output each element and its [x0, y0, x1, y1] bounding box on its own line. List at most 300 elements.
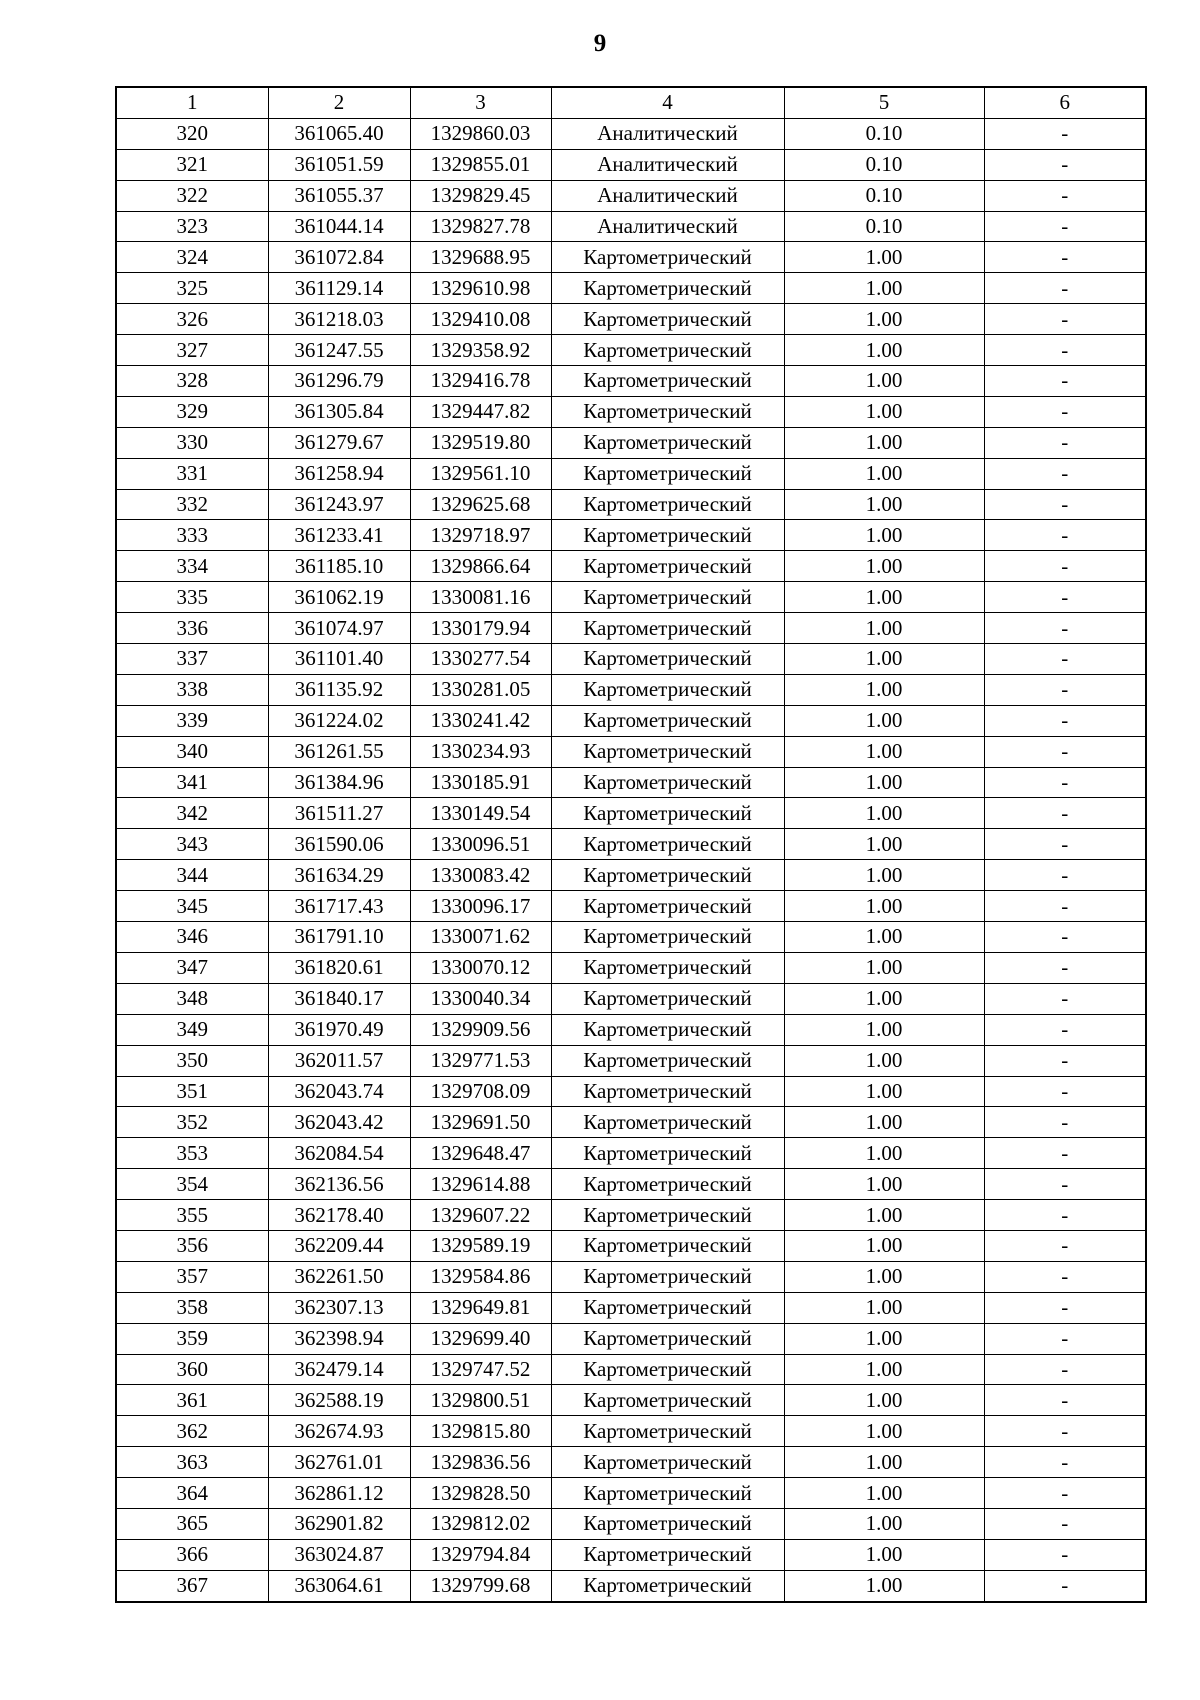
y-coordinate-cell: 1330081.16 [410, 582, 551, 613]
point-number-cell: 341 [116, 767, 268, 798]
note-cell: - [984, 1292, 1146, 1323]
method-cell: Картометрический [551, 582, 784, 613]
table-row [116, 1508, 1146, 1539]
x-coordinate-cell: 361062.19 [268, 582, 410, 613]
x-coordinate-cell: 361970.49 [268, 1014, 410, 1045]
point-number-cell: 344 [116, 860, 268, 891]
y-coordinate-cell: 1330149.54 [410, 798, 551, 829]
accuracy-cell: 1.00 [784, 1354, 984, 1385]
point-number-cell: 353 [116, 1138, 268, 1169]
accuracy-cell: 1.00 [784, 335, 984, 366]
table-row [116, 489, 1146, 520]
y-coordinate-cell: 1329519.80 [410, 427, 551, 458]
point-number-cell: 328 [116, 366, 268, 397]
method-cell: Картометрический [551, 767, 784, 798]
x-coordinate-cell: 361065.40 [268, 118, 410, 149]
y-coordinate-cell: 1329828.50 [410, 1478, 551, 1509]
table-header [116, 87, 1146, 118]
point-number-cell: 352 [116, 1107, 268, 1138]
note-cell: - [984, 1076, 1146, 1107]
point-number-cell: 358 [116, 1292, 268, 1323]
note-cell: - [984, 427, 1146, 458]
x-coordinate-cell: 361840.17 [268, 983, 410, 1014]
accuracy-cell: 1.00 [784, 1508, 984, 1539]
accuracy-cell: 1.00 [784, 922, 984, 953]
point-number-cell: 339 [116, 705, 268, 736]
table-row [116, 1261, 1146, 1292]
note-cell: - [984, 1447, 1146, 1478]
y-coordinate-cell: 1329584.86 [410, 1261, 551, 1292]
table-body [116, 118, 1146, 1601]
table-row [116, 118, 1146, 149]
accuracy-cell: 1.00 [784, 1478, 984, 1509]
method-cell: Картометрический [551, 335, 784, 366]
y-coordinate-cell: 1329836.56 [410, 1447, 551, 1478]
y-coordinate-cell: 1329358.92 [410, 335, 551, 366]
method-cell: Картометрический [551, 674, 784, 705]
method-cell: Картометрический [551, 1200, 784, 1231]
y-coordinate-cell: 1329860.03 [410, 118, 551, 149]
y-coordinate-cell: 1329625.68 [410, 489, 551, 520]
accuracy-cell: 1.00 [784, 242, 984, 273]
x-coordinate-cell: 362084.54 [268, 1138, 410, 1169]
point-number-cell: 345 [116, 891, 268, 922]
note-cell: - [984, 1230, 1146, 1261]
x-coordinate-cell: 362178.40 [268, 1200, 410, 1231]
table-row [116, 674, 1146, 705]
table-row [116, 1076, 1146, 1107]
y-coordinate-cell: 1330096.51 [410, 829, 551, 860]
method-cell: Картометрический [551, 273, 784, 304]
method-cell: Картометрический [551, 1508, 784, 1539]
table-row [116, 1107, 1146, 1138]
x-coordinate-cell: 361791.10 [268, 922, 410, 953]
y-coordinate-cell: 1329691.50 [410, 1107, 551, 1138]
y-coordinate-cell: 1330083.42 [410, 860, 551, 891]
y-coordinate-cell: 1329416.78 [410, 366, 551, 397]
x-coordinate-cell: 361044.14 [268, 211, 410, 242]
point-number-cell: 326 [116, 304, 268, 335]
note-cell: - [984, 1385, 1146, 1416]
y-coordinate-cell: 1329800.51 [410, 1385, 551, 1416]
x-coordinate-cell: 361511.27 [268, 798, 410, 829]
x-coordinate-cell: 361279.67 [268, 427, 410, 458]
accuracy-cell: 1.00 [784, 952, 984, 983]
accuracy-cell: 0.10 [784, 118, 984, 149]
x-coordinate-cell: 362861.12 [268, 1478, 410, 1509]
x-coordinate-cell: 362398.94 [268, 1323, 410, 1354]
accuracy-cell: 1.00 [784, 1138, 984, 1169]
x-coordinate-cell: 362136.56 [268, 1169, 410, 1200]
method-cell: Картометрический [551, 860, 784, 891]
y-coordinate-cell: 1330070.12 [410, 952, 551, 983]
accuracy-cell: 1.00 [784, 860, 984, 891]
x-coordinate-cell: 361218.03 [268, 304, 410, 335]
point-number-cell: 335 [116, 582, 268, 613]
point-number-cell: 367 [116, 1570, 268, 1601]
y-coordinate-cell: 1329794.84 [410, 1539, 551, 1570]
table-row [116, 983, 1146, 1014]
point-number-cell: 329 [116, 396, 268, 427]
method-cell: Картометрический [551, 983, 784, 1014]
method-cell: Картометрический [551, 1014, 784, 1045]
x-coordinate-cell: 362479.14 [268, 1354, 410, 1385]
accuracy-cell: 1.00 [784, 520, 984, 551]
y-coordinate-cell: 1329827.78 [410, 211, 551, 242]
accuracy-cell: 1.00 [784, 366, 984, 397]
point-number-cell: 356 [116, 1230, 268, 1261]
y-coordinate-cell: 1330185.91 [410, 767, 551, 798]
method-cell: Картометрический [551, 829, 784, 860]
table-row [116, 335, 1146, 366]
table-row [116, 304, 1146, 335]
x-coordinate-cell: 362011.57 [268, 1045, 410, 1076]
y-coordinate-cell: 1329815.80 [410, 1416, 551, 1447]
note-cell: - [984, 1416, 1146, 1447]
y-coordinate-cell: 1330234.93 [410, 736, 551, 767]
accuracy-cell: 1.00 [784, 1292, 984, 1323]
table-row [116, 1478, 1146, 1509]
note-cell: - [984, 1169, 1146, 1200]
x-coordinate-cell: 362043.42 [268, 1107, 410, 1138]
point-number-cell: 330 [116, 427, 268, 458]
point-number-cell: 325 [116, 273, 268, 304]
table-row [116, 644, 1146, 675]
method-cell: Картометрический [551, 1169, 784, 1200]
column-header: 2 [268, 87, 410, 118]
x-coordinate-cell: 361129.14 [268, 273, 410, 304]
table-row [116, 180, 1146, 211]
table-row [116, 211, 1146, 242]
point-number-cell: 350 [116, 1045, 268, 1076]
method-cell: Картометрический [551, 1323, 784, 1354]
column-header: 4 [551, 87, 784, 118]
accuracy-cell: 1.00 [784, 1230, 984, 1261]
table-row [116, 1045, 1146, 1076]
note-cell: - [984, 1107, 1146, 1138]
method-cell: Картометрический [551, 1045, 784, 1076]
method-cell: Картометрический [551, 891, 784, 922]
accuracy-cell: 1.00 [784, 1261, 984, 1292]
x-coordinate-cell: 361634.29 [268, 860, 410, 891]
accuracy-cell: 1.00 [784, 396, 984, 427]
point-number-cell: 360 [116, 1354, 268, 1385]
column-header: 1 [116, 87, 268, 118]
point-number-cell: 351 [116, 1076, 268, 1107]
x-coordinate-cell: 361717.43 [268, 891, 410, 922]
table-row [116, 1539, 1146, 1570]
table-row [116, 1014, 1146, 1045]
x-coordinate-cell: 361072.84 [268, 242, 410, 273]
method-cell: Картометрический [551, 1292, 784, 1323]
accuracy-cell: 1.00 [784, 1014, 984, 1045]
y-coordinate-cell: 1329771.53 [410, 1045, 551, 1076]
y-coordinate-cell: 1329812.02 [410, 1508, 551, 1539]
y-coordinate-cell: 1329610.98 [410, 273, 551, 304]
table-row [116, 1230, 1146, 1261]
note-cell: - [984, 983, 1146, 1014]
note-cell: - [984, 1138, 1146, 1169]
table-row [116, 273, 1146, 304]
y-coordinate-cell: 1329447.82 [410, 396, 551, 427]
table-row [116, 705, 1146, 736]
x-coordinate-cell: 361820.61 [268, 952, 410, 983]
method-cell: Картометрический [551, 1107, 784, 1138]
column-header: 5 [784, 87, 984, 118]
header-row [116, 87, 1146, 118]
table-row [116, 1200, 1146, 1231]
point-number-cell: 342 [116, 798, 268, 829]
note-cell: - [984, 1323, 1146, 1354]
method-cell: Аналитический [551, 211, 784, 242]
method-cell: Картометрический [551, 613, 784, 644]
note-cell: - [984, 180, 1146, 211]
table-row [116, 1292, 1146, 1323]
note-cell: - [984, 396, 1146, 427]
accuracy-cell: 1.00 [784, 1200, 984, 1231]
note-cell: - [984, 952, 1146, 983]
accuracy-cell: 1.00 [784, 1045, 984, 1076]
x-coordinate-cell: 361384.96 [268, 767, 410, 798]
y-coordinate-cell: 1329699.40 [410, 1323, 551, 1354]
y-coordinate-cell: 1330071.62 [410, 922, 551, 953]
method-cell: Картометрический [551, 1138, 784, 1169]
point-number-cell: 359 [116, 1323, 268, 1354]
x-coordinate-cell: 361101.40 [268, 644, 410, 675]
method-cell: Аналитический [551, 180, 784, 211]
method-cell: Картометрический [551, 520, 784, 551]
point-number-cell: 320 [116, 118, 268, 149]
point-number-cell: 348 [116, 983, 268, 1014]
x-coordinate-cell: 363024.87 [268, 1539, 410, 1570]
method-cell: Аналитический [551, 118, 784, 149]
note-cell: - [984, 520, 1146, 551]
note-cell: - [984, 767, 1146, 798]
note-cell: - [984, 1354, 1146, 1385]
point-number-cell: 322 [116, 180, 268, 211]
note-cell: - [984, 242, 1146, 273]
table-row [116, 1447, 1146, 1478]
table-row [116, 952, 1146, 983]
coordinates-table [115, 86, 1147, 1603]
note-cell: - [984, 1478, 1146, 1509]
point-number-cell: 355 [116, 1200, 268, 1231]
accuracy-cell: 1.00 [784, 273, 984, 304]
method-cell: Картометрический [551, 304, 784, 335]
accuracy-cell: 1.00 [784, 983, 984, 1014]
method-cell: Картометрический [551, 396, 784, 427]
note-cell: - [984, 922, 1146, 953]
point-number-cell: 366 [116, 1539, 268, 1570]
point-number-cell: 337 [116, 644, 268, 675]
point-number-cell: 343 [116, 829, 268, 860]
method-cell: Картометрический [551, 952, 784, 983]
table-row [116, 1169, 1146, 1200]
table-row [116, 1416, 1146, 1447]
accuracy-cell: 1.00 [784, 674, 984, 705]
accuracy-cell: 1.00 [784, 582, 984, 613]
method-cell: Картометрический [551, 551, 784, 582]
table-row [116, 1570, 1146, 1601]
point-number-cell: 333 [116, 520, 268, 551]
accuracy-cell: 1.00 [784, 767, 984, 798]
note-cell: - [984, 149, 1146, 180]
method-cell: Картометрический [551, 1261, 784, 1292]
accuracy-cell: 1.00 [784, 829, 984, 860]
method-cell: Картометрический [551, 1230, 784, 1261]
y-coordinate-cell: 1330277.54 [410, 644, 551, 675]
y-coordinate-cell: 1329410.08 [410, 304, 551, 335]
accuracy-cell: 1.00 [784, 551, 984, 582]
accuracy-cell: 1.00 [784, 1416, 984, 1447]
note-cell: - [984, 798, 1146, 829]
note-cell: - [984, 1570, 1146, 1601]
point-number-cell: 364 [116, 1478, 268, 1509]
y-coordinate-cell: 1329855.01 [410, 149, 551, 180]
method-cell: Картометрический [551, 1539, 784, 1570]
note-cell: - [984, 829, 1146, 860]
method-cell: Картометрический [551, 705, 784, 736]
point-number-cell: 347 [116, 952, 268, 983]
x-coordinate-cell: 361261.55 [268, 736, 410, 767]
column-header: 3 [410, 87, 551, 118]
accuracy-cell: 1.00 [784, 705, 984, 736]
table-row [116, 149, 1146, 180]
point-number-cell: 349 [116, 1014, 268, 1045]
point-number-cell: 362 [116, 1416, 268, 1447]
point-number-cell: 363 [116, 1447, 268, 1478]
note-cell: - [984, 1200, 1146, 1231]
method-cell: Картометрический [551, 1354, 784, 1385]
table-row [116, 242, 1146, 273]
note-cell: - [984, 705, 1146, 736]
point-number-cell: 357 [116, 1261, 268, 1292]
method-cell: Картометрический [551, 1416, 784, 1447]
note-cell: - [984, 736, 1146, 767]
note-cell: - [984, 860, 1146, 891]
x-coordinate-cell: 361224.02 [268, 705, 410, 736]
note-cell: - [984, 458, 1146, 489]
accuracy-cell: 1.00 [784, 1447, 984, 1478]
note-cell: - [984, 366, 1146, 397]
accuracy-cell: 1.00 [784, 891, 984, 922]
point-number-cell: 340 [116, 736, 268, 767]
point-number-cell: 334 [116, 551, 268, 582]
x-coordinate-cell: 361247.55 [268, 335, 410, 366]
y-coordinate-cell: 1329799.68 [410, 1570, 551, 1601]
method-cell: Картометрический [551, 1385, 784, 1416]
note-cell: - [984, 304, 1146, 335]
x-coordinate-cell: 361296.79 [268, 366, 410, 397]
method-cell: Картометрический [551, 489, 784, 520]
method-cell: Картометрический [551, 1076, 784, 1107]
page-number: 9 [593, 30, 607, 57]
note-cell: - [984, 644, 1146, 675]
accuracy-cell: 1.00 [784, 1107, 984, 1138]
x-coordinate-cell: 361135.92 [268, 674, 410, 705]
x-coordinate-cell: 361055.37 [268, 180, 410, 211]
note-cell: - [984, 489, 1146, 520]
accuracy-cell: 0.10 [784, 149, 984, 180]
x-coordinate-cell: 361590.06 [268, 829, 410, 860]
x-coordinate-cell: 361185.10 [268, 551, 410, 582]
x-coordinate-cell: 362043.74 [268, 1076, 410, 1107]
method-cell: Картометрический [551, 427, 784, 458]
note-cell: - [984, 551, 1146, 582]
point-number-cell: 321 [116, 149, 268, 180]
accuracy-cell: 1.00 [784, 458, 984, 489]
note-cell: - [984, 335, 1146, 366]
y-coordinate-cell: 1329561.10 [410, 458, 551, 489]
table-row [116, 1138, 1146, 1169]
x-coordinate-cell: 362901.82 [268, 1508, 410, 1539]
y-coordinate-cell: 1329688.95 [410, 242, 551, 273]
y-coordinate-cell: 1329607.22 [410, 1200, 551, 1231]
method-cell: Картометрический [551, 458, 784, 489]
y-coordinate-cell: 1329909.56 [410, 1014, 551, 1045]
column-header: 6 [984, 87, 1146, 118]
method-cell: Картометрический [551, 798, 784, 829]
table-row [116, 458, 1146, 489]
point-number-cell: 338 [116, 674, 268, 705]
accuracy-cell: 1.00 [784, 644, 984, 675]
point-number-cell: 361 [116, 1385, 268, 1416]
method-cell: Картометрический [551, 644, 784, 675]
x-coordinate-cell: 363064.61 [268, 1570, 410, 1601]
note-cell: - [984, 674, 1146, 705]
note-cell: - [984, 1014, 1146, 1045]
y-coordinate-cell: 1329866.64 [410, 551, 551, 582]
table-row [116, 396, 1146, 427]
table-row [116, 798, 1146, 829]
y-coordinate-cell: 1329829.45 [410, 180, 551, 211]
table-row [116, 582, 1146, 613]
table-row [116, 1323, 1146, 1354]
table-row [116, 767, 1146, 798]
note-cell: - [984, 1045, 1146, 1076]
accuracy-cell: 1.00 [784, 1570, 984, 1601]
note-cell: - [984, 1539, 1146, 1570]
x-coordinate-cell: 361243.97 [268, 489, 410, 520]
table-row [116, 551, 1146, 582]
accuracy-cell: 1.00 [784, 1076, 984, 1107]
accuracy-cell: 1.00 [784, 427, 984, 458]
method-cell: Картометрический [551, 242, 784, 273]
table-row [116, 829, 1146, 860]
x-coordinate-cell: 362761.01 [268, 1447, 410, 1478]
accuracy-cell: 1.00 [784, 1169, 984, 1200]
table-row [116, 520, 1146, 551]
point-number-cell: 336 [116, 613, 268, 644]
x-coordinate-cell: 361051.59 [268, 149, 410, 180]
accuracy-cell: 1.00 [784, 736, 984, 767]
point-number-cell: 331 [116, 458, 268, 489]
table-row [116, 1385, 1146, 1416]
accuracy-cell: 1.00 [784, 613, 984, 644]
table-row [116, 860, 1146, 891]
x-coordinate-cell: 362674.93 [268, 1416, 410, 1447]
method-cell: Картометрический [551, 1447, 784, 1478]
point-number-cell: 327 [116, 335, 268, 366]
note-cell: - [984, 118, 1146, 149]
point-number-cell: 354 [116, 1169, 268, 1200]
accuracy-cell: 0.10 [784, 180, 984, 211]
table-row [116, 613, 1146, 644]
y-coordinate-cell: 1329708.09 [410, 1076, 551, 1107]
accuracy-cell: 0.10 [784, 211, 984, 242]
accuracy-cell: 1.00 [784, 489, 984, 520]
point-number-cell: 365 [116, 1508, 268, 1539]
